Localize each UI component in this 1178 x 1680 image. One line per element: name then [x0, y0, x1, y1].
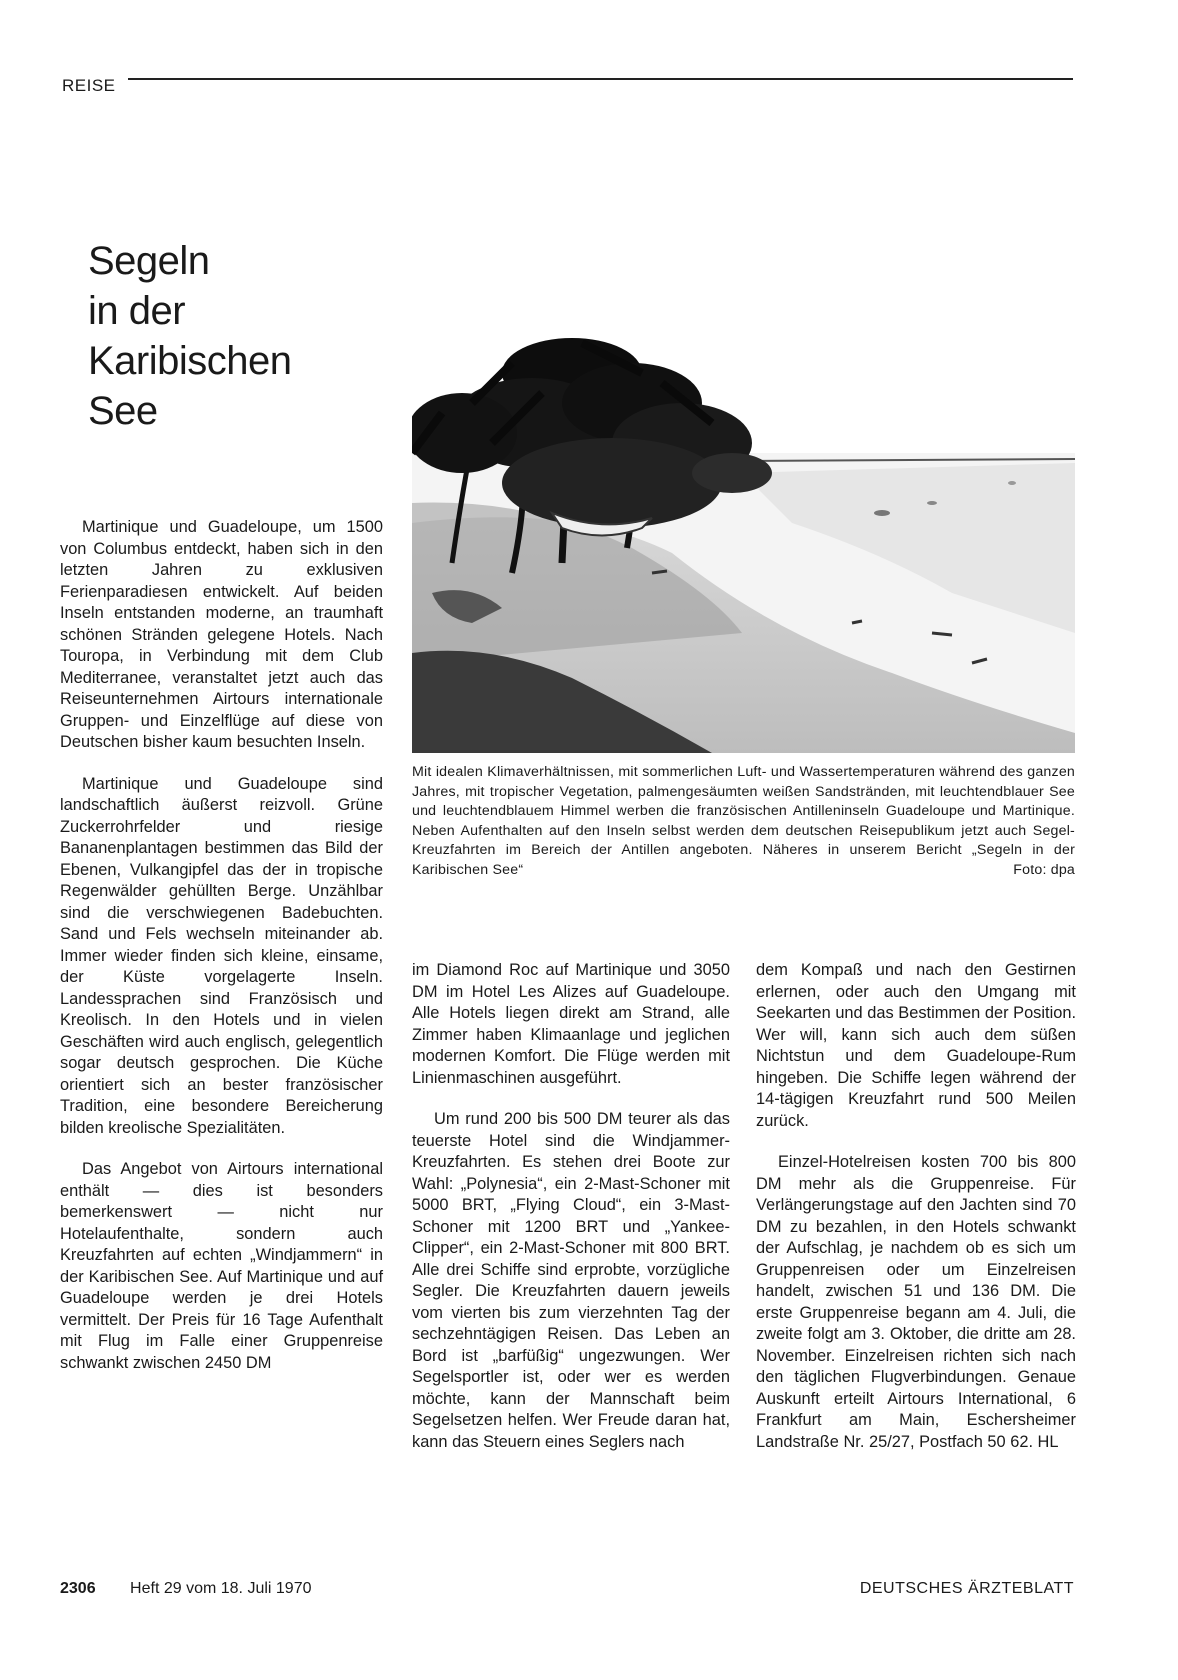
title-line: See — [88, 389, 158, 433]
title-line: Segeln — [88, 239, 210, 283]
beach-photo-illustration — [412, 333, 1075, 753]
caption-text: Mit idealen Klimaverhältnissen, mit sommerlichen Luft- und Wassertemperaturen während des ganzen Jahres, mit tropischer Vegetation, palmengesäumten weißen Sandstränden, mit leuchtendblauer See und leuchtendblauem Himmel werben die französischen Antilleninseln Guadeloupe und Martinique. Neben Aufenthalten auf den Inseln selbst werden dem deutschen Reisepublikum jetzt auch Segel-Kreuzfahrten im Bereich der Antillen angeboten. Näheres in unserem Bericht „Segeln in der Karibischen See“ — [412, 764, 1075, 878]
paragraph: dem Kompaß und nach den Gestirnen erlernen, oder auch den Umgang mit Seekarten und das Bestimmen der Position. Wer will, kann sich auch dem süßen Nichtstun und dem Guadeloupe-Rum hingeben. Die Schiffe legen während der 14-tägigen Kreuzfahrt rund 500 Meilen zurück. — [756, 961, 1076, 1130]
title-line: in der — [88, 289, 186, 333]
text-column-3 — [756, 960, 1076, 1473]
top-rule — [128, 78, 1073, 80]
photo-credit: Foto: dpa — [1013, 861, 1075, 878]
footer-left — [60, 1580, 311, 1598]
beach-photo — [412, 333, 1075, 753]
paragraph: Martinique und Guadeloupe sind landschaftlich äußerst reizvoll. Grüne Zuckerrohrfelder und riesige Bananenplantagen bestimmen das Bild der Ebenen, Vulkangipfel das der in tropische Regenwälder gehüllten Berge. Unzählbar sind die verschwiegenen Badebuchten. Sand und Fels wechseln miteinander ab. Immer wieder finden sich kleine, einsame, der Küste vorgelagerte Inseln. Landessprachen sind Französisch und Kreolisch. In den Hotels und in vielen Geschäften wird auch englisch, gelegentlich sogar deutsch gesprochen. Die Küche orientiert sich an bester französischer Tradition, eine besondere Bereicherung bilden kreolische Spezialitäten. — [60, 774, 383, 1137]
photo-caption — [412, 763, 1075, 880]
paragraph: Das Angebot von Airtours international enthält — dies ist besonders bemerkenswert — nicht nur Hotelaufenthalte, sondern auch Kreuzfahrten auf echten „Windjammern“ in der Karibischen See. Auf Martinique und auf Guadeloupe werden je drei Hotels vermittelt. Der Preis für 16 Tage Aufenthalt mit Flug im Falle einer Gruppenreise schwankt zwischen 2450 DM — [60, 1160, 383, 1372]
text-column-1 — [60, 517, 383, 1394]
paragraph: Martinique und Guadeloupe, um 1500 von Columbus entdeckt, haben sich in den letzten Jahren zu exklusiven Ferienparadiesen entwickelt. Auf beiden Inseln entstanden moderne, an traumhaft schönen Stränden gelegene Hotels. Nach Touropa, in Verbindung mit dem Club Mediterranee, veranstaltet jetzt auch das Reiseunternehmen Airtours internationale Gruppen- und Einzelflüge auf diese von Deutschen bisher kaum besuchten Inseln. — [60, 518, 383, 751]
paragraph: Um rund 200 bis 500 DM teurer als das teuerste Hotel sind die Windjammer-Kreuzfahrten. Es stehen drei Boote zur Wahl: „Polynesia“, ein 2-Mast-Schoner mit 5000 BRT, „Flying Cloud“, ein 3-Mast-Schoner mit 1200 BRT und „Yankee-Clipper“, ein 2-Mast-Schoner mit 800 BRT. Alle drei Schiffe sind erprobte, vorzügliche Segler. Die Kreuzfahrten dauern jeweils vom vierten bis zum vierzehnten Tag der sechzehntägigen Reisen. Das Leben an Bord ist „barfüßig“ ungezwungen. Wer Segelsportler ist, oder wer es werden möchte, kann der Mannschaft beim Segelsetzen helfen. Wer Freude daran hat, kann das Steuern eines Seglers nach — [412, 1110, 730, 1451]
text-column-2 — [412, 960, 730, 1473]
paragraph: Einzel-Hotelreisen kosten 700 bis 800 DM mehr als die Gruppenreise. Für Verlängerungstage auf den Jachten sind 70 DM zu bezahlen, in den Hotels schwankt der Aufschlag, je nachdem ob es sich um Gruppenreisen oder um Einzelreisen handelt, zwischen 51 und 136 DM. Die erste Gruppenreise begann am 4. Juli, die zweite folgt am 3. Oktober, die dritte am 28. November. Einzelreisen richten sich nach den täglichen Flugverbindungen. Genaue Auskunft erteilt Airtours International, 6 Frankfurt am Main, Eschersheimer Landstraße Nr. 25/27, Postfach 50 62. HL — [756, 1153, 1076, 1451]
page-number: 2306 — [60, 1580, 96, 1597]
issue-info: Heft 29 vom 18. Juli 1970 — [130, 1580, 312, 1597]
paragraph: im Diamond Roc auf Martinique und 3050 DM im Hotel Les Alizes auf Guadeloupe. Alle Hotels liegen direkt am Strand, alle Zimmer haben Klimaanlage und jeglichen modernen Komfort. Die Flüge werden mit Linienmaschinen ausgeführt. — [412, 961, 730, 1087]
section-label: REISE — [62, 76, 116, 95]
publication-name: DEUTSCHES ÄRZTEBLATT — [859, 1580, 1074, 1597]
article-title — [88, 236, 292, 436]
title-line: Karibischen — [88, 339, 292, 383]
